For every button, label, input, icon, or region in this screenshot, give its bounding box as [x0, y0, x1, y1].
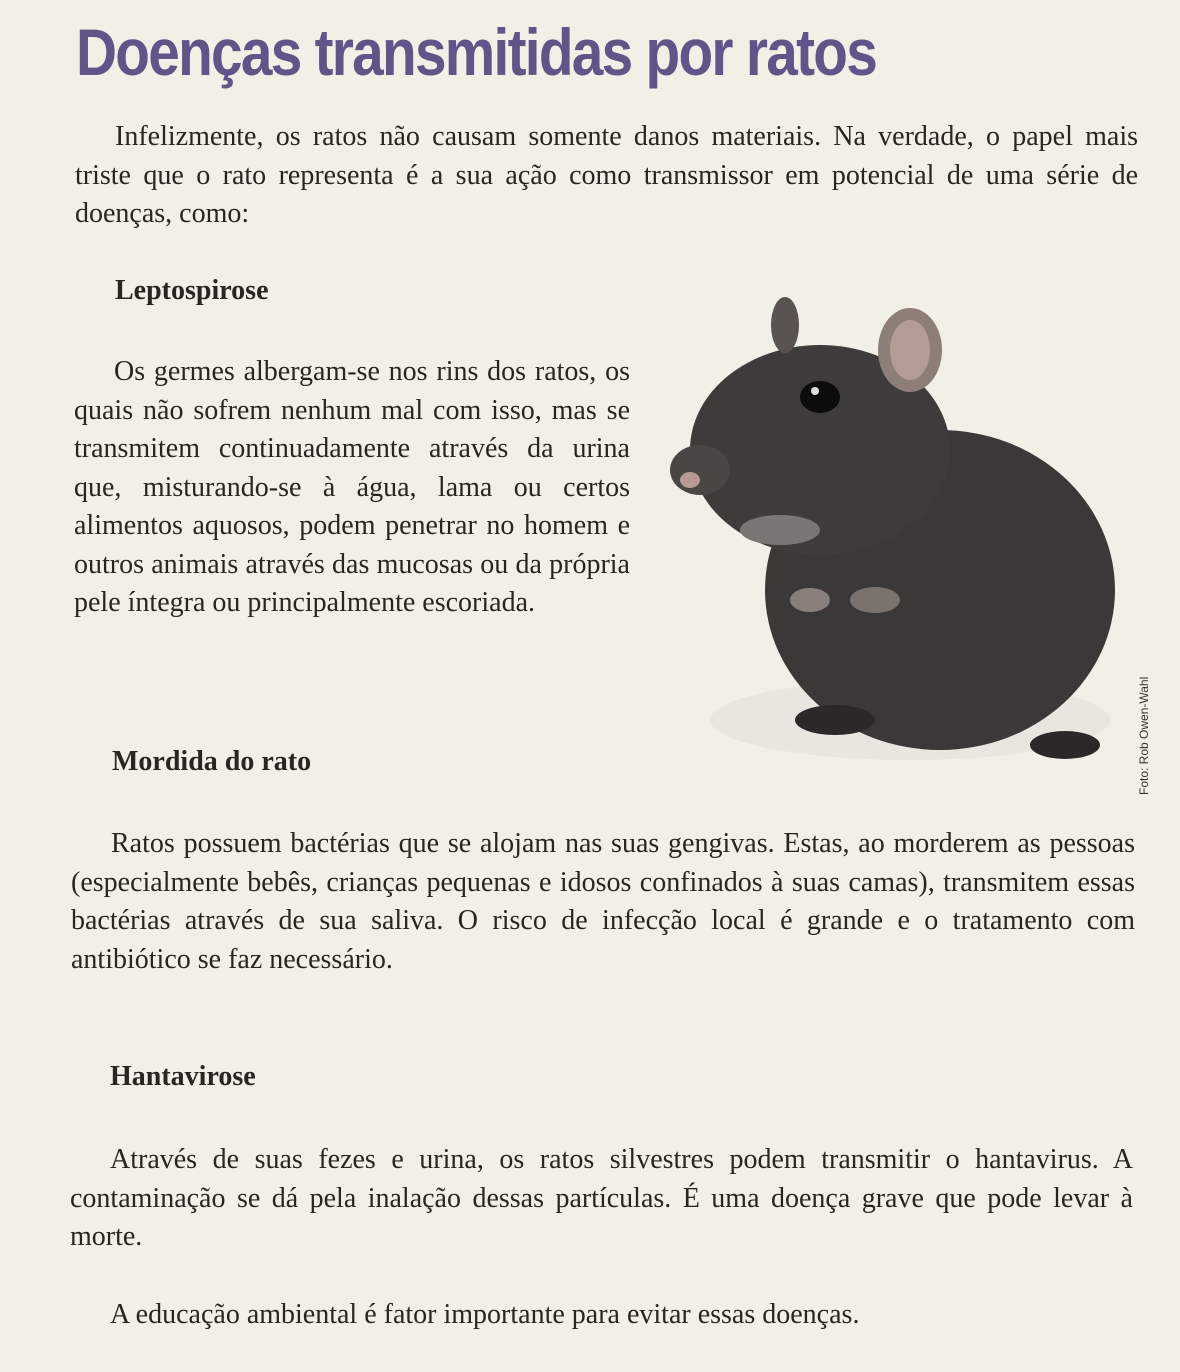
hantavirose-paragraph: Através de suas fezes e urina, os ratos silvestres podem transmitir o hantavirus. A contaminação se dá pela inalação dessas partículas. É uma doença grave que pode levar à morte.	[70, 1144, 1133, 1252]
mouse-photo	[670, 290, 1130, 770]
heading-leptospirose: Leptospirose	[115, 275, 269, 306]
leptospirose-paragraph: Os germes albergam-se nos rins dos ratos, os quais não sofrem nenhum mal com isso, mas se transmitem continuadamente através da urina que, misturando-se à água, lama ou certos alimentos aquosos, podem penetrar no homem e outros animais através das mucosas ou da própria pele íntegra ou principalmente escoriada.	[74, 356, 630, 618]
photo-credit: Foto: Rob Owen-Wahl	[1137, 676, 1151, 795]
heading-hantavirose: Hantavirose	[110, 1061, 256, 1092]
closing-paragraph: A educação ambiental é fator importante para evitar essas doenças.	[110, 1299, 860, 1330]
intro-paragraph: Infelizmente, os ratos não causam somente danos materiais. Na verdade, o papel mais triste que o rato representa é a sua ação como transmissor em potencial de uma série de doenças, como:	[75, 121, 1138, 229]
mordida-paragraph: Ratos possuem bactérias que se alojam nas suas gengivas. Estas, ao morderem as pessoas (especialmente bebês, crianças pequenas e idosos confinados à suas camas), transmitem essas bactérias através de sua saliva. O risco de infecção local é grande e o tratamento com antibiótico se faz necessário.	[71, 828, 1135, 975]
heading-mordida: Mordida do rato	[112, 746, 312, 777]
page-title: Doenças transmitidas por ratos	[76, 15, 877, 89]
